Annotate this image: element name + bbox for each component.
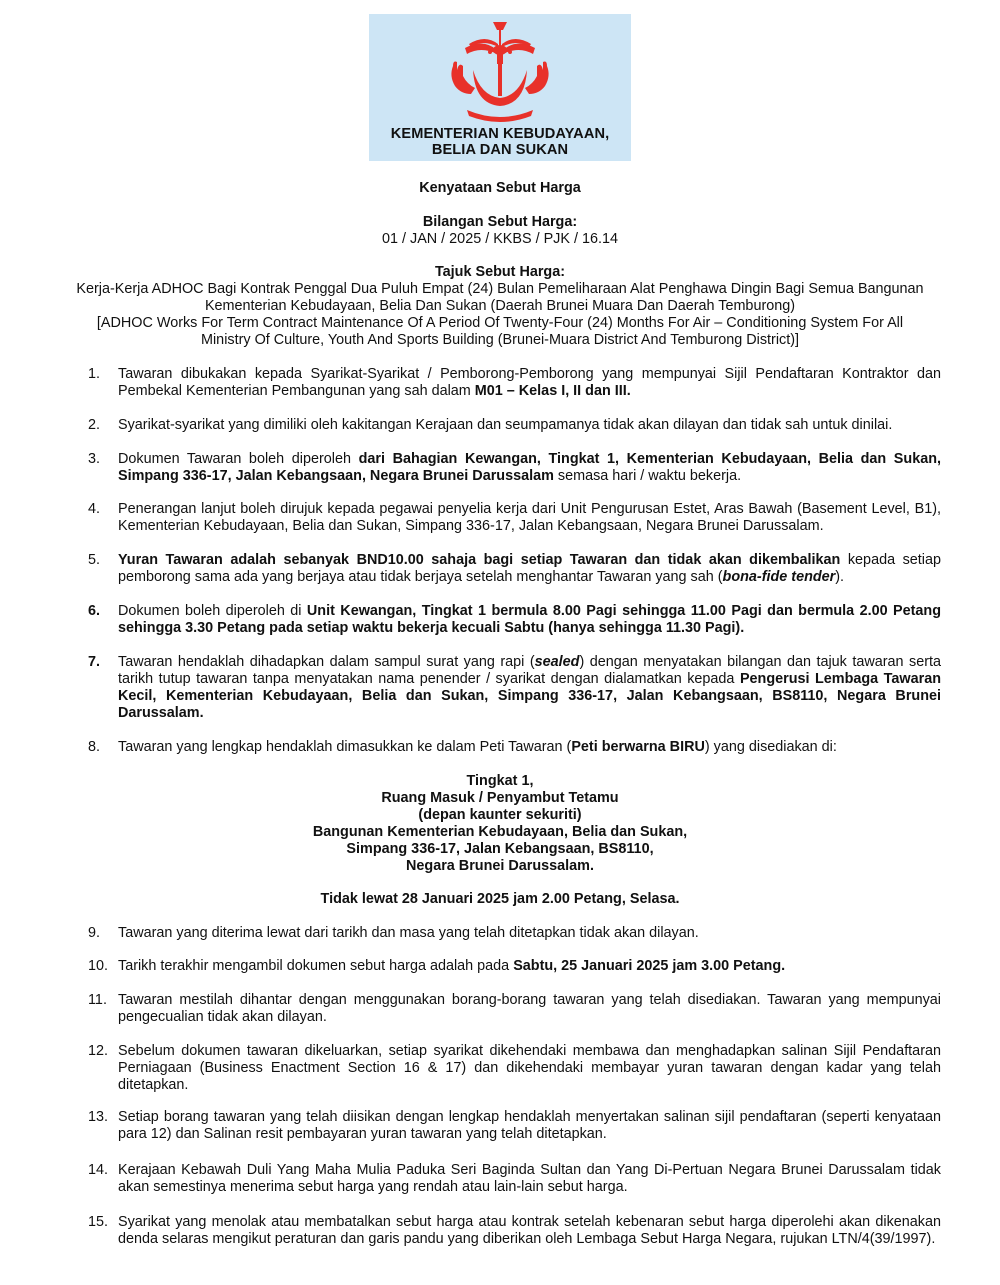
- item-text: Syarikat-syarikat yang dimiliki oleh kakitangan Kerajaan dan seumpamanya tidak akan dilayan dan tidak sah untuk dinilai.: [118, 417, 893, 433]
- subject-malay-line2: Kementerian Kebudayaan, Belia Dan Sukan (Daerah Brunei Muara Dan Daerah Temburong): [204, 298, 796, 314]
- item-text: Tarikh terakhir mengambil dokumen sebut harga adalah pada Sabtu, 25 Januari 2025 jam 3.00 Petang.: [118, 958, 786, 974]
- address-line5: Simpang 336-17, Jalan Kebangsaan, BS8110,: [346, 841, 654, 857]
- item-text: Sebelum dokumen tawaran dikeluarkan, setiap syarikat dikehendaki membawa dan menghadapkan salinan Sijil Pendaftaran Perniagaan (Business Enactment Section 16 & 17) dan dikehendaki membayar yuran tawaran dengan kadar yang telah ditetapkan.: [118, 1043, 941, 1093]
- item-number: 4.: [88, 501, 101, 517]
- item-number: 13.: [88, 1109, 109, 1125]
- subject-english-line1: [ADHOC Works For Term Contract Maintenance Of A Period Of Twenty-Four (24) Months For Air – Conditioning System For All: [96, 315, 904, 331]
- item-text: Tawaran mestilah dihantar dengan menggunakan borang-borang tawaran yang telah disediakan. Tawaran yang mempunyai pengecualian tidak akan dilayan.: [118, 992, 941, 1025]
- item-text: Tawaran hendaklah dihadapkan dalam sampul surat yang rapi (sealed) dengan menyatakan bilangan dan tajuk tawaran serta tarikh tutup tawaran tanpa menyatakan nama penender / syarikat dengan dialamatkan kepada Pengerusi Lembaga Tawaran Kecil, Kementerian Kebudayaan, Belia dan Sukan, Simpang 336-17, Jalan Kebangsaan, BS8110, Negara Brunei Darussalam.: [118, 654, 941, 721]
- item-number: 3.: [88, 451, 101, 467]
- brunei-crest-emblem: [445, 20, 555, 126]
- ministry-name-line1: KEMENTERIAN KEBUDAYAAN,: [390, 126, 610, 142]
- item-number: 8.: [88, 739, 101, 755]
- address-line4: Bangunan Kementerian Kebudayaan, Belia dan Sukan,: [312, 824, 688, 840]
- item-text: Tawaran yang lengkap hendaklah dimasukkan ke dalam Peti Tawaran (Peti berwarna BIRU) yang disediakan di:: [118, 739, 837, 755]
- item-text: Penerangan lanjut boleh dirujuk kepada pegawai penyelia kerja dari Unit Pengurusan Estet, Aras Bawah (Basement Level, B1), Kementerian Kebudayaan, Belia dan Sukan, Simpang 336-17, Jalan Kebangsaan, Negara Brunei Darussalam.: [118, 501, 941, 534]
- ministry-name-line2: BELIA DAN SUKAN: [431, 142, 569, 158]
- item-number: 5.: [88, 552, 101, 568]
- reference-label: Bilangan Sebut Harga:: [422, 214, 578, 230]
- item-number: 14.: [88, 1162, 109, 1178]
- address-line2: Ruang Masuk / Penyambut Tetamu: [381, 790, 619, 806]
- item-number: 2.: [88, 417, 101, 433]
- address-line3: (depan kaunter sekuriti): [418, 807, 582, 823]
- document-title: Kenyataan Sebut Harga: [419, 180, 581, 196]
- subject-english-line2: Ministry Of Culture, Youth And Sports Building (Brunei-Muara District And Temburong District)]: [201, 332, 799, 348]
- item-text: Setiap borang tawaran yang telah diisikan dengan lengkap hendaklah menyertakan salinan sijil pendaftaran (seperti kenyataan para 12) dan Salinan resit pembayaran yuran tawaran yang telah ditetapkan.: [118, 1109, 941, 1142]
- item-number: 12.: [88, 1043, 109, 1059]
- item-number: 6.: [88, 603, 101, 619]
- item-text: Syarikat yang menolak atau membatalkan sebut harga atau kontrak setelah kebenaran sebut harga diperolehi akan dikenakan denda selaras mengikut peraturan dan garis pandu yang diberikan oleh Lembaga Sebut Harga Negara, rujukan LTN/4(39/1997).: [118, 1214, 941, 1247]
- item-number: 15.: [88, 1214, 109, 1230]
- address-line6: Negara Brunei Darussalam.: [406, 858, 594, 874]
- deadline: Tidak lewat 28 Januari 2025 jam 2.00 Petang, Selasa.: [320, 891, 680, 907]
- item-text: Dokumen boleh diperoleh di Unit Kewangan, Tingkat 1 bermula 8.00 Pagi sehingga 11.00 Pagi dan bermula 2.00 Petang sehingga 3.30 Petang pada setiap waktu bekerja kecuali Sabtu (hanya sehingga 11.30 Pagi).: [118, 603, 941, 636]
- item-number: 11.: [88, 992, 107, 1008]
- item-text: Dokumen Tawaran boleh diperoleh dari Bahagian Kewangan, Tingkat 1, Kementerian Kebudayaan, Belia dan Sukan, Simpang 336-17, Jalan Kebangsaan, Negara Brunei Darussalam semasa hari / waktu bekerja.: [118, 451, 941, 484]
- subject-malay-line1: Kerja-Kerja ADHOC Bagi Kontrak Penggal Dua Puluh Empat (24) Bulan Pemeliharaan Alat Penghawa Dingin Bagi Semua Bangunan: [76, 281, 924, 297]
- item-number: 1.: [88, 366, 101, 382]
- reference-number: 01 / JAN / 2025 / KKBS / PJK / 16.14: [382, 231, 618, 247]
- item-text: Kerajaan Kebawah Duli Yang Maha Mulia Paduka Seri Baginda Sultan dan Yang Di-Pertuan Negara Brunei Darussalam tidak akan semestinya menerima sebut harga yang rendah atau lain-lain sebut harga.: [118, 1162, 941, 1195]
- ministry-header: [369, 14, 631, 161]
- item-text: Tawaran dibukakan kepada Syarikat-Syarikat / Pemborong-Pemborong yang mempunyai Sijil Pendaftaran Kontraktor dan Pembekal Kementerian Pembangunan yang sah dalam M01 – Kelas I, II dan III.: [118, 366, 941, 399]
- subject-label: Tajuk Sebut Harga:: [434, 264, 566, 280]
- address-line1: Tingkat 1,: [466, 773, 534, 789]
- item-number: 9.: [88, 925, 101, 941]
- item-text: Yuran Tawaran adalah sebanyak BND10.00 sahaja bagi setiap Tawaran dan tidak akan dikembalikan kepada setiap pemborong sama ada yang berjaya atau tidak berjaya setelah menghantar Tawaran yang sah (bona-fide tender).: [118, 552, 941, 585]
- item-text: Tawaran yang diterima lewat dari tarikh dan masa yang telah ditetapkan tidak akan dilayan.: [118, 925, 699, 941]
- item-number: 7.: [88, 654, 101, 670]
- item-number: 10.: [88, 958, 109, 974]
